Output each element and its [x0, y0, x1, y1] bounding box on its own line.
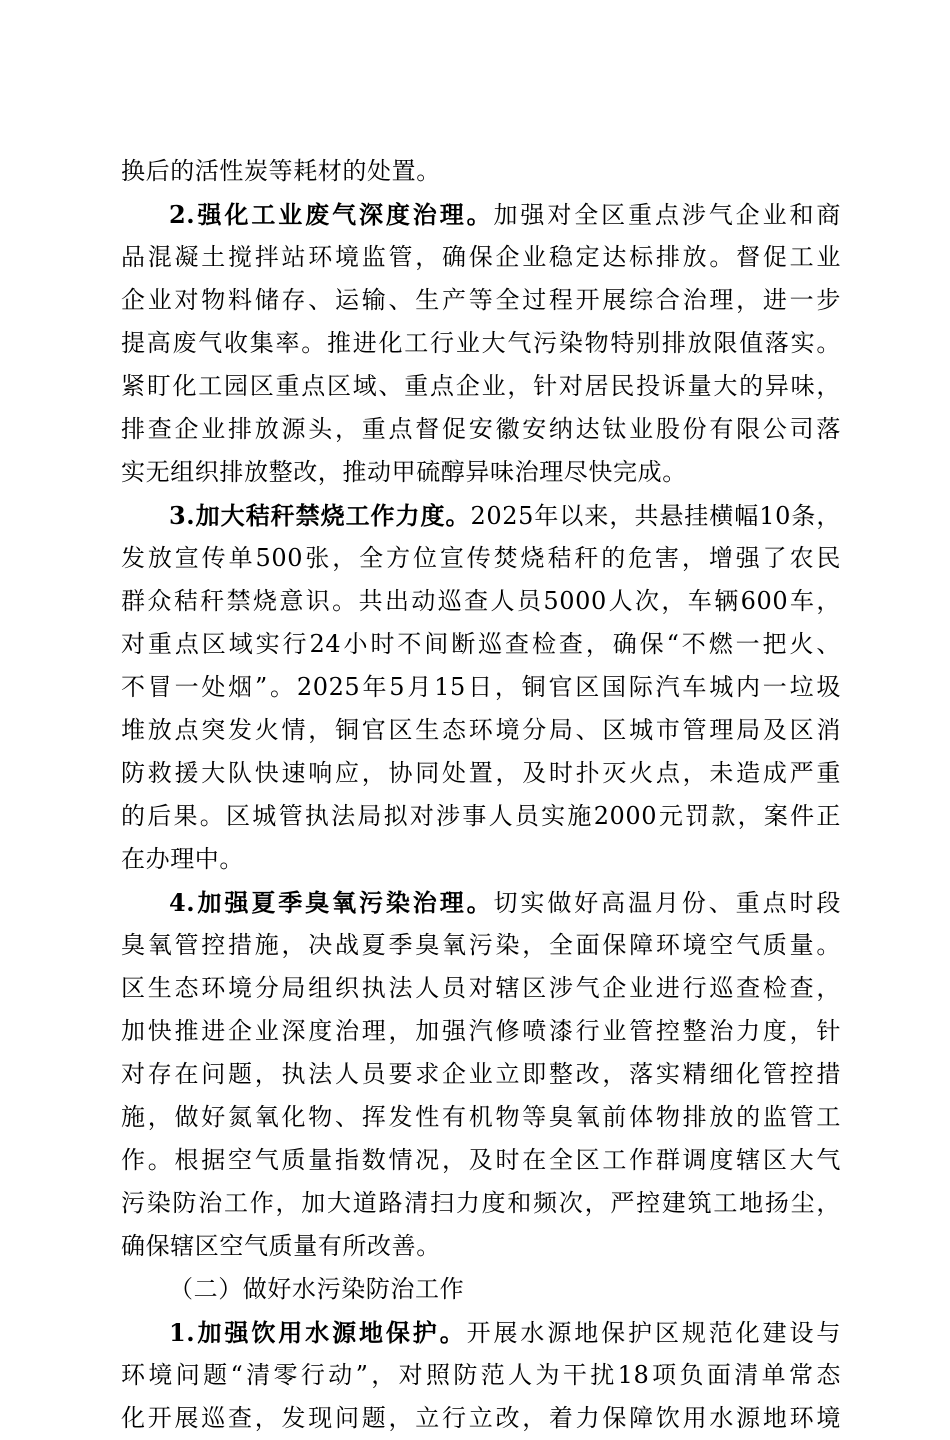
text-line — [121, 709, 841, 752]
text-line — [121, 666, 841, 709]
text-line — [121, 279, 841, 322]
line-text: 作。根据空气质量指数情况，及时在全区工作群调度辖区大气 — [121, 1146, 841, 1174]
line-text: 确保辖区空气质量有所改善。 — [121, 1232, 441, 1260]
line-text: 加快推进企业深度治理，加强汽修喷漆行业管控整治力度，针 — [121, 1017, 841, 1045]
text-line — [121, 150, 841, 193]
paragraph-heading: 1.加强饮用水源地保护。 — [169, 1318, 467, 1347]
line-text: 企业对物料储存、运输、生产等全过程开展综合治理，进一步 — [121, 286, 841, 314]
subheading-text: （二）做好水污染防治工作 — [169, 1275, 465, 1303]
line-text: 加强对全区重点涉气企业和商 — [493, 201, 841, 229]
text-line — [121, 236, 841, 279]
line-text: 区生态环境分局组织执法人员对辖区涉气企业进行巡查检查， — [121, 974, 841, 1002]
text-line — [121, 408, 841, 451]
text-line — [121, 1225, 841, 1268]
line-text: 紧盯化工园区重点区域、重点企业，针对居民投诉量大的异味， — [121, 372, 841, 400]
line-text: 防救援大队快速响应，协同处置，及时扑灭火点，未造成严重 — [121, 759, 841, 787]
line-text: 施，做好氮氧化物、挥发性有机物等臭氧前体物排放的监管工 — [121, 1103, 841, 1131]
line-text: 在办理中。 — [121, 845, 244, 873]
paragraph-2-start — [121, 193, 841, 236]
line-text: 换后的活性炭等耗材的处置。 — [121, 157, 441, 185]
text-line — [121, 1010, 841, 1053]
text-line — [121, 795, 841, 838]
text-line — [121, 537, 841, 580]
paragraph-heading: 3.加大秸秆禁烧工作力度。 — [169, 501, 471, 530]
text-line — [121, 1182, 841, 1225]
line-text: 排查企业排放源头，重点督促安徽安纳达钛业股份有限公司落 — [121, 415, 841, 443]
line-text: 臭氧管控措施，决战夏季臭氧污染，全面保障环境空气质量。 — [121, 931, 841, 959]
line-text: 发放宣传单500张，全方位宣传焚烧秸秆的危害，增强了农民 — [121, 544, 841, 572]
line-text: 切实做好高温月份、重点时段 — [493, 889, 841, 917]
line-text: 实无组织排放整改，推动甲硫醇异味治理尽快完成。 — [121, 458, 687, 486]
line-text: 的后果。区城管执法局拟对涉事人员实施2000元罚款，案件正 — [121, 802, 841, 830]
text-line — [121, 1053, 841, 1096]
line-text: 开展水源地保护区规范化建设与 — [466, 1319, 841, 1347]
line-text: 堆放点突发火情，铜官区生态环境分局、区城市管理局及区消 — [121, 716, 841, 744]
paragraph-1-start — [121, 1311, 841, 1354]
document-body — [121, 150, 841, 1440]
text-line — [121, 1139, 841, 1182]
text-line — [121, 322, 841, 365]
text-line — [121, 752, 841, 795]
line-text: 提高废气收集率。推进化工行业大气污染物特别排放限值落实。 — [121, 329, 841, 357]
section-subheading — [121, 1268, 841, 1311]
paragraph-heading: 2.强化工业废气深度治理。 — [169, 200, 494, 229]
line-text: 2025年以来，共悬挂横幅10条， — [470, 502, 841, 530]
text-line — [121, 1397, 841, 1440]
text-line — [121, 838, 841, 881]
text-line — [121, 451, 841, 494]
text-line — [121, 365, 841, 408]
text-line — [121, 1096, 841, 1139]
line-text: 化开展巡查，发现问题，立行立改，着力保障饮用水源地环境 — [121, 1404, 841, 1432]
text-line — [121, 1354, 841, 1397]
paragraph-3-start — [121, 494, 841, 537]
text-line — [121, 967, 841, 1010]
paragraph-4-start — [121, 881, 841, 924]
line-text: 环境问题“清零行动”，对照防范人为干扰18项负面清单常态 — [121, 1361, 841, 1389]
text-line — [121, 924, 841, 967]
text-line — [121, 580, 841, 623]
line-text: 群众秸秆禁烧意识。共出动巡查人员5000人次，车辆600车， — [121, 587, 841, 615]
line-text: 品混凝土搅拌站环境监管，确保企业稳定达标排放。督促工业 — [121, 243, 841, 271]
line-text: 对重点区域实行24小时不间断巡查检查，确保“不燃一把火、 — [121, 630, 841, 658]
text-line — [121, 623, 841, 666]
line-text: 对存在问题，执法人员要求企业立即整改，落实精细化管控措 — [121, 1060, 841, 1088]
line-text: 不冒一处烟”。2025年5月15日，铜官区国际汽车城内一垃圾 — [121, 673, 841, 701]
line-text: 污染防治工作，加大道路清扫力度和频次，严控建筑工地扬尘， — [121, 1189, 841, 1217]
paragraph-heading: 4.加强夏季臭氧污染治理。 — [169, 888, 494, 917]
